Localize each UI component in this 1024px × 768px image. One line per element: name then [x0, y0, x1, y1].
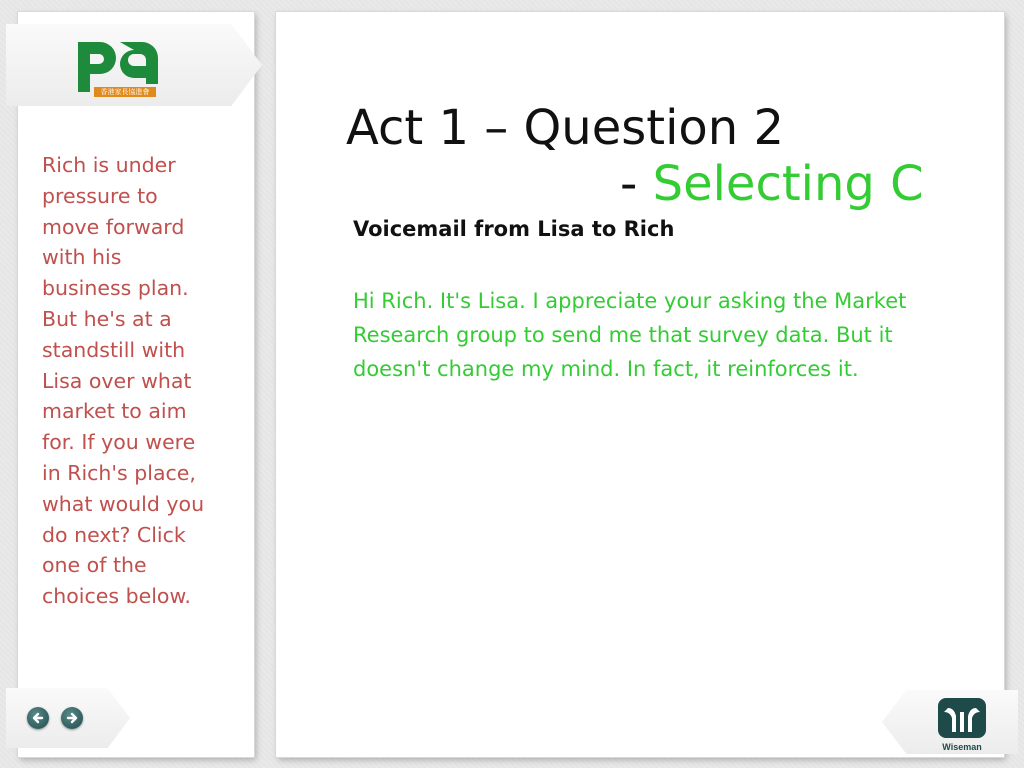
subtitle-prefix: -	[620, 156, 638, 212]
arrow-left-icon	[30, 710, 46, 726]
voicemail-body: Hi Rich. It's Lisa. I appreciate your asking the Market Research group to send me that survey data. But it doesn't change my mind. In fact, it reinforces it.	[353, 289, 907, 381]
next-button[interactable]	[61, 707, 83, 729]
arrow-right-icon	[64, 710, 80, 726]
instructions-text: Rich is under pressure to move forward with his business plan. But he's at a standstill with Lisa over what market to aim for. If you were in Rich's place, what would you do next? Click one of the choices below.	[42, 153, 205, 609]
logo-caption: 香港家長協進會	[94, 87, 156, 97]
pa-logo	[76, 36, 160, 100]
wiseman-logo	[934, 696, 990, 752]
subtitle-text: Selecting C	[652, 156, 924, 212]
voicemail-heading: Voicemail from Lisa to Rich	[353, 217, 675, 241]
slide-subtitle	[620, 156, 924, 212]
slide-title: Act 1 – Question 2	[346, 100, 784, 156]
prev-button[interactable]	[27, 707, 49, 729]
wiseman-logo-icon	[934, 696, 990, 740]
brand-name: Wiseman	[942, 742, 982, 752]
